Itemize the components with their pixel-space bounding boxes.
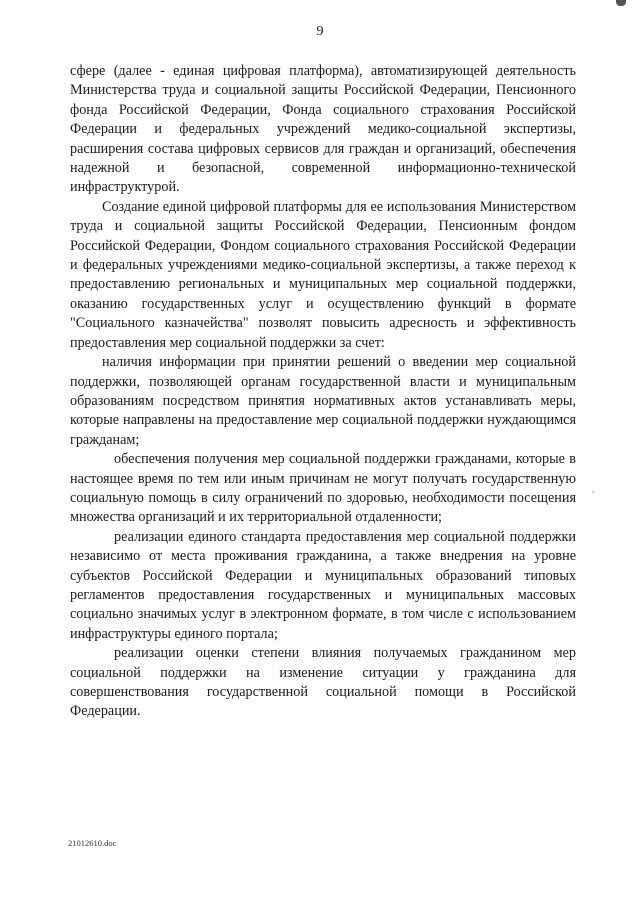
footer-document-code: 21012610.doc [68,838,117,848]
scan-corner-mark [616,0,626,6]
page-number: 9 [316,24,324,39]
paragraph-platform-creation: Создание единой цифровой платформы для ее использования Министерством труда и социальной защиты Российской Федерации, Пенсионным фондом Российской Федерации, Фондом социального страхования Российской Федерации и федеральных учреждениями медико-социальной экспертизы, а также переход к предоставлению региональных и муниципальных мер социальной поддержки, оказанию государственных услуг и осуществлению функций в формате "Социального казначейства" позволят повысить адресность и эффективность предоставления мер социальной поддержки за счет: [70,198,576,351]
scan-margin-mark: , [592,484,595,494]
document-body [70,62,576,722]
paragraph-unified-standard: реализации единого стандарта предоставления мер социальной поддержки независимо от места проживания гражданина, а также внедрения на уровне субъектов Российской Федерации и муниципальных образований типовых регламентов предоставления государственных и муниципальных массовых социально значимых услуг в электронном формате, в том числе с использованием инфраструктуры единого портала; [70,528,576,642]
paragraph-information-availability: наличия информации при принятии решений о введении мер социальной поддержки, позволяющей органам государственной власти и муниципальным образованиям посредством принятия нормативных актов устанавливать меры, которые направлены на предоставление мер социальной поддержки нуждающимся гражданам; [70,354,576,448]
paragraph-impact-assessment: реализации оценки степени влияния получаемых гражданином мер социальной поддержки на изменение ситуации у гражданина для совершенствования государственной социальной помощи в Российской Федерации. [70,645,576,720]
paragraph-support-access: обеспечения получения мер социальной поддержки гражданами, которые в настоящее время по тем или иным причинам не могут получать государственную социальную помощь в силу ограничений по здоровью, необходимости посещения множества организаций и их территориальной отдаленности; [70,451,576,526]
paragraph-platform-continuation: сфере (далее - единая цифровая платформа), автоматизирующей деятельность Министерства труда и социальной защиты Российской Федерации, Пенсионного фонда Российской Федерации, Фонда социального страхования Российской Федерации и федеральных учреждений медико-социальной экспертизы, расширения состава цифровых сервисов для граждан и организаций, обеспечения надежной и безопасной, современной информационно-технической инфраструктурой. [70,63,576,196]
